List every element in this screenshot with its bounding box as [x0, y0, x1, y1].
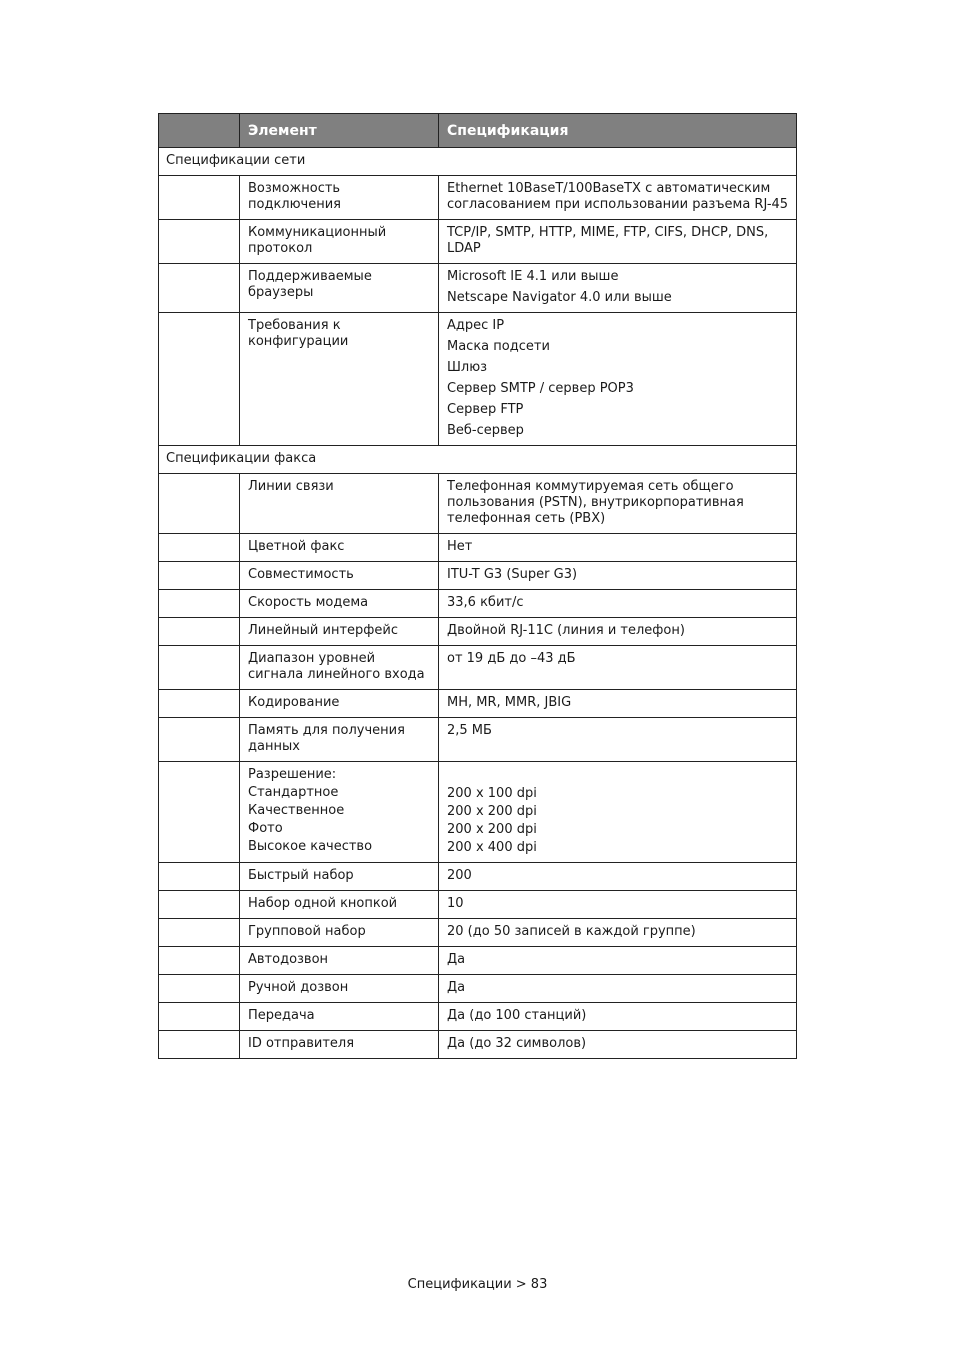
spec-cell — [439, 220, 797, 264]
resolution-value: 200 x 200 dpi — [447, 822, 537, 837]
spec-cell — [439, 891, 797, 919]
element-cell: Совместимость — [240, 562, 439, 590]
spec-line: Netscape Navigator 4.0 или выше — [447, 290, 672, 305]
section-fax — [159, 446, 797, 474]
spec-line: 33,6 кбит/с — [447, 595, 524, 610]
element-cell: Автодозвон — [240, 947, 439, 975]
empty-cell — [159, 474, 240, 534]
header-element: Элемент — [240, 114, 439, 148]
spec-cell — [439, 646, 797, 690]
empty-cell — [159, 891, 240, 919]
spec-line: Двойной RJ-11C (линия и телефон) — [447, 623, 685, 638]
spec-line: Да — [447, 980, 466, 995]
spec-line: Адрес IP — [447, 318, 505, 333]
spec-cell — [439, 947, 797, 975]
spec-line: ITU-T G3 (Super G3) — [447, 567, 578, 582]
spec-cell — [439, 863, 797, 891]
table-row — [159, 1031, 797, 1059]
table-row — [159, 919, 797, 947]
table-row — [159, 690, 797, 718]
spec-cell — [439, 176, 797, 220]
element-cell: Коммуникационный протокол — [240, 220, 439, 264]
resolution-value: 200 x 400 dpi — [447, 840, 537, 855]
spec-cell — [439, 618, 797, 646]
resolution-values — [439, 762, 797, 863]
spec-line: Microsoft IE 4.1 или выше — [447, 269, 619, 284]
element-cell: Поддерживаемые браузеры — [240, 264, 439, 313]
spec-cell — [439, 562, 797, 590]
resolution-label: Качественное — [248, 803, 345, 818]
empty-cell — [159, 618, 240, 646]
resolution-label: Фото — [248, 821, 283, 836]
resolution-value: 200 x 100 dpi — [447, 786, 537, 801]
section-network — [159, 148, 797, 176]
resolution-label: Высокое качество — [248, 839, 373, 854]
table-row — [159, 891, 797, 919]
empty-cell — [159, 762, 240, 863]
spec-line: MH, MR, MMR, JBIG — [447, 695, 572, 710]
element-cell: Возможность подключения — [240, 176, 439, 220]
table-row — [159, 562, 797, 590]
empty-cell — [159, 1031, 240, 1059]
spec-line: Веб-сервер — [447, 423, 524, 438]
table-row — [159, 590, 797, 618]
table-row — [159, 1003, 797, 1031]
empty-cell — [159, 863, 240, 891]
resolution-label: Разрешение: — [248, 767, 337, 782]
spec-table — [158, 113, 797, 1059]
resolution-spacer — [447, 767, 789, 786]
empty-cell — [159, 718, 240, 762]
empty-cell — [159, 534, 240, 562]
section-title: Спецификации факса — [159, 446, 797, 474]
empty-cell — [159, 1003, 240, 1031]
table-row — [159, 264, 797, 313]
empty-cell — [159, 947, 240, 975]
table-header-row — [159, 114, 797, 148]
element-cell: Групповой набор — [240, 919, 439, 947]
spec-line: 200 — [447, 868, 472, 883]
spec-line: Да — [447, 952, 466, 967]
empty-cell — [159, 220, 240, 264]
spec-line: от 19 дБ до –43 дБ — [447, 651, 576, 666]
table-row — [159, 646, 797, 690]
table-row — [159, 176, 797, 220]
table-row — [159, 220, 797, 264]
empty-cell — [159, 176, 240, 220]
section-title: Спецификации сети — [159, 148, 797, 176]
table-row — [159, 474, 797, 534]
spec-cell — [439, 1031, 797, 1059]
element-cell: Быстрый набор — [240, 863, 439, 891]
resolution-value: 200 x 200 dpi — [447, 804, 537, 819]
spec-cell — [439, 1003, 797, 1031]
element-cell: Требования к конфигурации — [240, 313, 439, 446]
table-row — [159, 718, 797, 762]
table-row — [159, 534, 797, 562]
spec-line: TCP/IP, SMTP, HTTP, MIME, FTP, CIFS, DHCP, DNS, LDAP — [447, 225, 769, 256]
spec-cell — [439, 718, 797, 762]
table-row — [159, 863, 797, 891]
element-cell: Линейный интерфейс — [240, 618, 439, 646]
spec-line: Телефонная коммутируемая сеть общего пользования (PSTN), внутрикорпоративная телефонная сеть (PBX) — [447, 479, 744, 526]
table-row — [159, 947, 797, 975]
empty-cell — [159, 313, 240, 446]
spec-cell — [439, 690, 797, 718]
spec-line: 10 — [447, 896, 464, 911]
spec-line: Да (до 32 символов) — [447, 1036, 587, 1051]
spec-cell — [439, 474, 797, 534]
spec-line: Сервер SMTP / сервер POP3 — [447, 381, 634, 396]
table-row — [159, 313, 797, 446]
spec-cell — [439, 590, 797, 618]
empty-cell — [159, 919, 240, 947]
table-row — [159, 618, 797, 646]
header-specification: Спецификация — [439, 114, 797, 148]
spec-line: Ethernet 10BaseT/100BaseTX с автоматическим согласованием при использовании разъема RJ-45 — [447, 181, 789, 212]
spec-cell — [439, 975, 797, 1003]
empty-cell — [159, 562, 240, 590]
spec-line: Маска подсети — [447, 339, 550, 354]
header-empty — [159, 114, 240, 148]
element-cell: Диапазон уровней сигнала линейного входа — [240, 646, 439, 690]
element-cell: Набор одной кнопкой — [240, 891, 439, 919]
spec-cell — [439, 534, 797, 562]
spec-cell — [439, 919, 797, 947]
resolution-label: Стандартное — [248, 785, 339, 800]
table-body — [159, 148, 797, 1059]
spec-cell — [439, 313, 797, 446]
page-footer: Спецификации > 83 — [407, 1277, 548, 1292]
element-cell: ID отправителя — [240, 1031, 439, 1059]
spec-line: Да (до 100 станций) — [447, 1008, 587, 1023]
spec-line: Сервер FTP — [447, 402, 524, 417]
resolution-labels — [240, 762, 439, 863]
empty-cell — [159, 690, 240, 718]
element-cell: Память для получения данных — [240, 718, 439, 762]
element-cell: Кодирование — [240, 690, 439, 718]
spec-cell — [439, 264, 797, 313]
element-cell: Скорость модема — [240, 590, 439, 618]
spec-line: Нет — [447, 539, 473, 554]
element-cell: Передача — [240, 1003, 439, 1031]
element-cell: Линии связи — [240, 474, 439, 534]
element-cell: Цветной факс — [240, 534, 439, 562]
spec-line: 20 (до 50 записей в каждой группе) — [447, 924, 696, 939]
empty-cell — [159, 590, 240, 618]
empty-cell — [159, 646, 240, 690]
spec-line: Шлюз — [447, 360, 488, 375]
spec-line: 2,5 МБ — [447, 723, 492, 738]
empty-cell — [159, 264, 240, 313]
table-row-resolution — [159, 762, 797, 863]
element-cell: Ручной дозвон — [240, 975, 439, 1003]
empty-cell — [159, 975, 240, 1003]
table-row — [159, 975, 797, 1003]
